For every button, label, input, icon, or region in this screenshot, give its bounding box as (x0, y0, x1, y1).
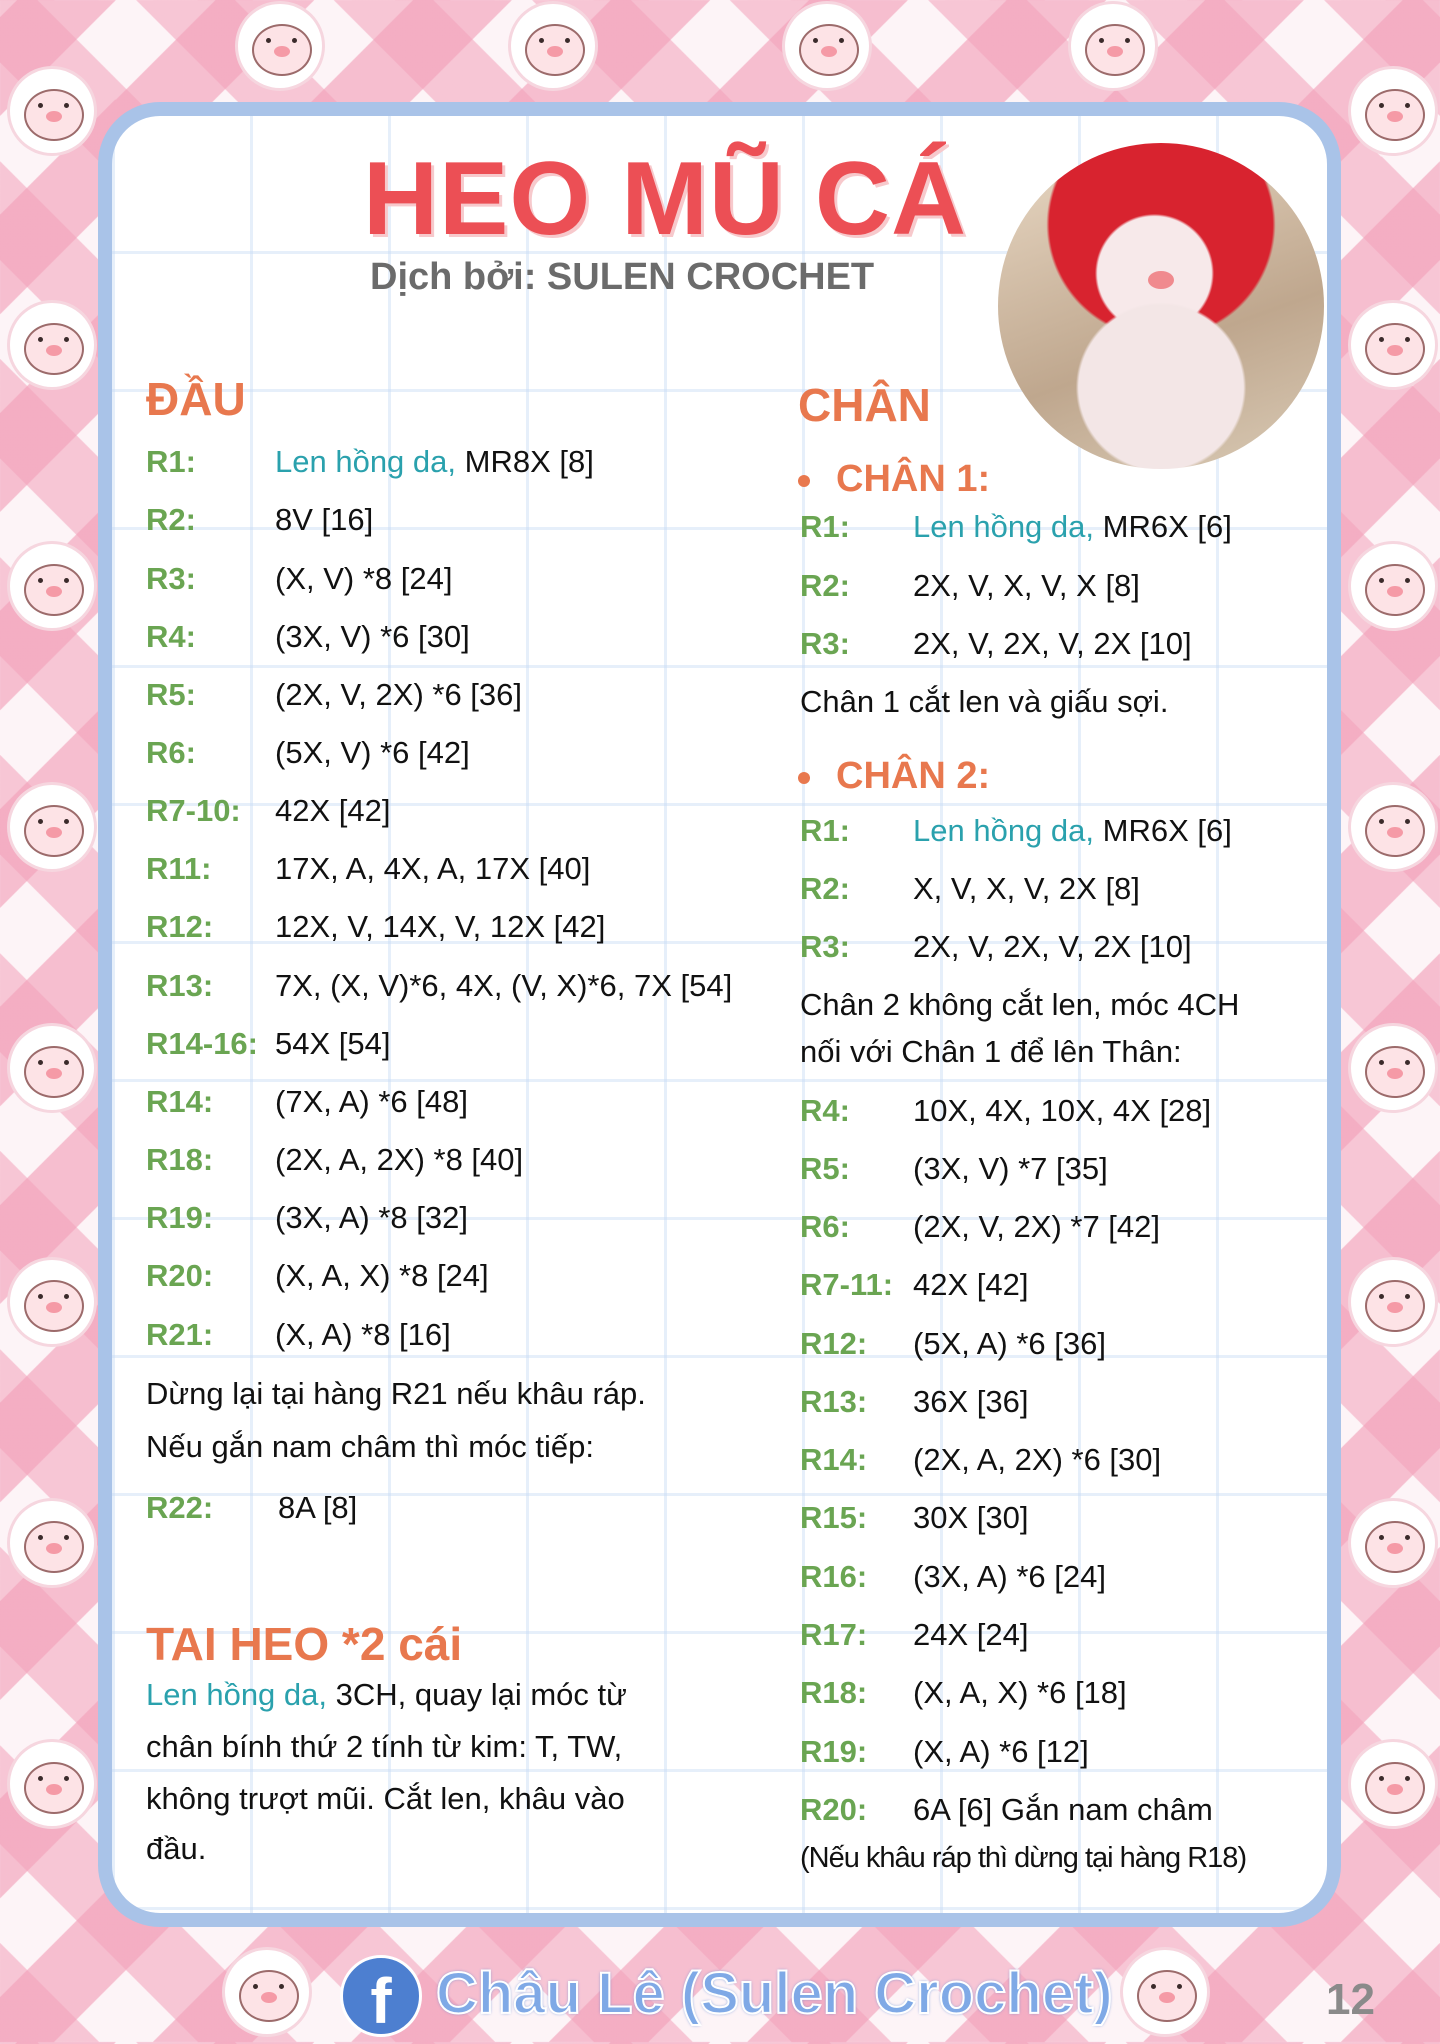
pig-eye (1379, 1776, 1384, 1781)
row-label: R1: (800, 509, 850, 545)
note: Dừng lại tại hàng R21 nếu khâu ráp. (146, 1376, 646, 1412)
subheading-label: CHÂN 1: (836, 458, 991, 500)
row-instruction (913, 1498, 1028, 1538)
row-instruction (913, 811, 1232, 851)
row-label: R22: (146, 1489, 214, 1525)
section-heading-tai-heo: TAI HEO *2 cái (146, 1618, 463, 1670)
pig-icon (1351, 1501, 1435, 1585)
row-instruction (275, 849, 590, 889)
pig-amigurumi-photo (998, 143, 1324, 469)
pig-snout (261, 1992, 277, 2003)
pig-snout (46, 1302, 62, 1313)
row-instruction (275, 1315, 451, 1355)
pig-eye (1405, 578, 1410, 583)
row-instruction (275, 1198, 468, 1238)
pig-eye (1379, 1060, 1384, 1065)
pig-eye (1405, 103, 1410, 108)
pig-eye (539, 38, 544, 43)
pig-eye (1405, 1294, 1410, 1299)
stitch-text: 7X, (X, V)*6, 4X, (V, X)*6, 7X [54] (275, 967, 733, 1003)
row-label: R19: (800, 1733, 868, 1769)
pig-icon (1351, 544, 1435, 628)
stitch-text: 6A [6] Gắn nam châm (913, 1791, 1213, 1827)
row-label: R2: (146, 502, 196, 538)
pig-eye (565, 38, 570, 43)
pig-icon (1071, 4, 1155, 88)
row-label: R20: (800, 1791, 868, 1827)
stitch-text: 2X, V, 2X, V, 2X [10] (913, 928, 1192, 964)
pig-eye (1405, 819, 1410, 824)
yarn-color: Len hồng da, (913, 509, 1095, 545)
pig-eye (1379, 1535, 1384, 1540)
row-instruction (913, 1557, 1106, 1597)
pig-eye (1177, 1984, 1182, 1989)
pig-snout (1387, 1068, 1403, 1079)
stitch-text: (3X, V) *7 [35] (913, 1150, 1108, 1186)
stitch-text: (X, A) *6 [12] (913, 1733, 1089, 1769)
row-instruction (275, 966, 732, 1006)
pig-eye (38, 1294, 43, 1299)
stitch-text: 12X, V, 14X, V, 12X [42] (275, 909, 606, 945)
pig-eye (1151, 1984, 1156, 1989)
row-instruction (275, 733, 470, 773)
row-instruction (913, 566, 1140, 606)
pig-icon (1351, 1026, 1435, 1110)
pig-snout (46, 1784, 62, 1795)
pig-snout (1387, 345, 1403, 356)
pig-face (1365, 564, 1425, 616)
pig-icon (225, 1950, 309, 2034)
pig-icon (1351, 785, 1435, 869)
stitch-text: (3X, A) *8 [32] (275, 1200, 468, 1236)
pig-snout (1159, 1992, 1175, 2003)
row-instruction (275, 791, 390, 831)
pig-eye (1125, 38, 1130, 43)
pig-eye (38, 1060, 43, 1065)
stitch-text: X, V, X, V, 2X [8] (913, 871, 1140, 907)
row-label: R14: (800, 1442, 868, 1478)
note: nối với Chân 1 để lên Thân: (800, 1034, 1182, 1070)
pig-eye (38, 819, 43, 824)
pig-eye (1405, 337, 1410, 342)
pig-face (1365, 805, 1425, 857)
pig-icon (511, 4, 595, 88)
page-title: HEO MŨ CÁ (362, 141, 968, 257)
stitch-text: (X, A, X) *8 [24] (275, 1258, 489, 1294)
pig-face (1365, 1280, 1425, 1332)
pig-snout (1387, 827, 1403, 838)
row-label: R7-11: (800, 1267, 894, 1303)
stitch-text: MR6X [6] (1094, 812, 1232, 848)
row-instruction (913, 1615, 1028, 1655)
row-label: R7-10: (146, 793, 241, 829)
instruction-line: không trượt mũi. Cắt len, khâu vào (146, 1781, 625, 1817)
pig-eye (38, 103, 43, 108)
stitch-text: 2X, V, 2X, V, 2X [10] (913, 626, 1192, 662)
section-heading-chan: CHÂN (798, 379, 931, 431)
stitch-text: 8A [8] (278, 1489, 358, 1525)
pig-eye (64, 578, 69, 583)
row-label: R19: (146, 1200, 214, 1236)
row-label: R18: (146, 1142, 214, 1178)
row-label: R5: (146, 676, 196, 712)
row-label: R13: (146, 967, 214, 1003)
pig-face (799, 24, 859, 76)
stitch-text: 17X, A, 4X, A, 17X [40] (275, 851, 591, 887)
row-label: R17: (800, 1616, 868, 1652)
yarn-color: Len hồng da, (275, 444, 457, 480)
row-instruction (913, 1440, 1161, 1480)
pig-eye (1379, 1294, 1384, 1299)
pig-face (24, 1280, 84, 1332)
stitch-text: MR8X [8] (456, 444, 594, 480)
pig-icon (10, 1260, 94, 1344)
pig-eye (1405, 1060, 1410, 1065)
pig-eye (38, 1535, 43, 1540)
row-label: R21: (146, 1316, 214, 1352)
row-instruction (275, 675, 522, 715)
pig-snout (1387, 1543, 1403, 1554)
pig-face (1365, 1521, 1425, 1573)
pig-snout (274, 46, 290, 57)
row-label: R13: (800, 1383, 868, 1419)
stitch-text: (2X, V, 2X) *7 [42] (913, 1209, 1161, 1245)
stitch-text: 42X [42] (275, 793, 391, 829)
pig-icon (10, 544, 94, 628)
stitch-text: (2X, V, 2X) *6 [36] (275, 676, 523, 712)
page-number: 12 (1326, 1975, 1375, 2024)
row-instruction (913, 1265, 1028, 1305)
pig-icon (1351, 303, 1435, 387)
pig-snout (46, 586, 62, 597)
pig-eye (839, 38, 844, 43)
pig-snout (1387, 586, 1403, 597)
bullet-icon (798, 772, 810, 784)
pig-face (24, 1762, 84, 1814)
row-instruction (275, 559, 452, 599)
note: Chân 1 cắt len và giấu sợi. (800, 683, 1169, 719)
pig-eye (38, 578, 43, 583)
stitch-text: 30X [30] (913, 1500, 1029, 1536)
pig-face (24, 564, 84, 616)
row-instruction (913, 927, 1192, 967)
subheading-chan-1 (798, 458, 990, 501)
pig-icon (785, 4, 869, 88)
pig-icon (10, 1742, 94, 1826)
row-label: R6: (146, 735, 196, 770)
row-label: R14: (146, 1083, 214, 1119)
pig-eye (1379, 337, 1384, 342)
row-instruction (913, 869, 1140, 909)
instruction-line (146, 1675, 627, 1715)
subheading-label: CHÂN 2: (836, 755, 991, 797)
pig-eye (38, 1776, 43, 1781)
row-instruction (913, 1207, 1160, 1247)
stitch-text: (2X, A, 2X) *6 [30] (913, 1442, 1162, 1478)
pig-eye (38, 337, 43, 342)
row-instruction (275, 500, 373, 540)
stitch-text: 8V [16] (275, 502, 374, 538)
pig-eye (1099, 38, 1104, 43)
row-label: R4: (800, 1092, 850, 1128)
pig-face (1137, 1970, 1197, 2022)
pig-face (24, 323, 84, 375)
pig-eye (64, 103, 69, 108)
note: Nếu gắn nam châm thì móc tiếp: (146, 1428, 595, 1464)
row-label: R11: (146, 851, 212, 887)
pig-eye (266, 38, 271, 43)
pig-icon (1351, 1260, 1435, 1344)
row-instruction (275, 1140, 523, 1180)
row-label: R12: (146, 909, 214, 945)
pig-face (252, 24, 312, 76)
row-instruction (275, 617, 470, 657)
instruction-line: chân bính thứ 2 tính từ kim: T, TW, (146, 1729, 623, 1765)
pig-snout (547, 46, 563, 57)
row-label: R6: (800, 1209, 850, 1245)
row-label: R1: (146, 444, 196, 480)
stitch-text: (7X, A) *6 [48] (275, 1083, 468, 1119)
pig-eye (64, 1294, 69, 1299)
row-label: R2: (800, 871, 850, 907)
pig-snout (821, 46, 837, 57)
pig-snout (46, 827, 62, 838)
note: (Nếu khâu ráp thì dừng tại hàng R18) (800, 1841, 1247, 1874)
row-instruction (913, 1324, 1106, 1364)
row-instruction (913, 1091, 1211, 1131)
pig-eye (253, 1984, 258, 1989)
pig-eye (1405, 1535, 1410, 1540)
pig-snout (1387, 1784, 1403, 1795)
row-label: R4: (146, 618, 196, 654)
pig-eye (64, 337, 69, 342)
pig-snout (1107, 46, 1123, 57)
pig-face (24, 1046, 84, 1098)
stitch-text: (5X, V) *6 [42] (275, 735, 470, 770)
pig-snout (46, 111, 62, 122)
translator-credit: Dịch bởi: SULEN CROCHET (370, 256, 875, 298)
row-label: R16: (800, 1558, 868, 1594)
pig-eye (1379, 819, 1384, 824)
pig-eye (1405, 1776, 1410, 1781)
note: Chân 2 không cắt len, móc 4CH (800, 987, 1240, 1023)
stitch-text: 24X [24] (913, 1616, 1029, 1652)
pig-icon (10, 1501, 94, 1585)
stitch-text: (2X, A, 2X) *8 [40] (275, 1142, 524, 1178)
row-label: R14-16: (146, 1025, 258, 1061)
row-instruction (913, 1673, 1127, 1713)
pig-snout (46, 1068, 62, 1079)
yarn-color: Len hồng da, (913, 812, 1095, 848)
row-instruction (275, 442, 594, 482)
pig-face (1365, 323, 1425, 375)
stitch-text: (3X, V) *6 [30] (275, 618, 470, 654)
pig-eye (64, 1535, 69, 1540)
stitch-text: 36X [36] (913, 1383, 1029, 1419)
stitch-text: (X, A) *8 [16] (275, 1316, 451, 1352)
pig-face (24, 1521, 84, 1573)
pig-icon (10, 1026, 94, 1110)
pig-eye (292, 38, 297, 43)
pig-face (24, 89, 84, 141)
pig-face (1365, 1762, 1425, 1814)
row-instruction (275, 907, 605, 947)
pig-face (1365, 89, 1425, 141)
yarn-color: Len hồng da, (146, 1677, 328, 1713)
stitch-text: 10X, 4X, 10X, 4X [28] (913, 1092, 1212, 1128)
pig-face (24, 805, 84, 857)
facebook-page-name: Châu Lê (Sulen Crochet) (436, 1961, 1113, 2026)
row-instruction (913, 507, 1232, 547)
stitch-text: (3X, A) *6 [24] (913, 1558, 1106, 1594)
row-label: R2: (800, 567, 850, 603)
pig-snout (46, 345, 62, 356)
stitch-text: (X, V) *8 [24] (275, 560, 453, 596)
instruction-text: 3CH, quay lại móc từ (327, 1677, 627, 1713)
pig-icon (238, 4, 322, 88)
row-instruction (275, 1082, 468, 1122)
row-instruction (913, 624, 1192, 664)
pig-eye (279, 1984, 284, 1989)
row-instruction (913, 1790, 1213, 1830)
bullet-icon (798, 475, 810, 487)
pig-snout (1387, 1302, 1403, 1313)
pig-face (1365, 1046, 1425, 1098)
row-label: R15: (800, 1500, 868, 1536)
pig-eye (1379, 578, 1384, 583)
row-instruction (278, 1488, 357, 1528)
row-instruction (913, 1382, 1028, 1422)
pig-eye (64, 819, 69, 824)
pig-face (1085, 24, 1145, 76)
row-label: R18: (800, 1675, 868, 1711)
pig-nose (1148, 271, 1174, 289)
row-label: R12: (800, 1325, 868, 1361)
row-label: R3: (800, 626, 850, 662)
stitch-text: 54X [54] (275, 1025, 391, 1061)
stitch-text: (X, A, X) *6 [18] (913, 1675, 1127, 1711)
pig-eye (64, 1060, 69, 1065)
pig-icon (10, 303, 94, 387)
instruction-line: đầu. (146, 1830, 207, 1866)
row-label: R20: (146, 1258, 214, 1294)
stitch-text: (5X, A) *6 [36] (913, 1325, 1106, 1361)
pig-icon (10, 785, 94, 869)
row-label: R5: (800, 1150, 850, 1186)
row-label: R3: (800, 928, 850, 964)
section-heading-dau: ĐẦU (146, 373, 246, 425)
row-instruction (275, 1256, 489, 1296)
row-label: R3: (146, 560, 196, 596)
pig-face (239, 1970, 299, 2022)
pig-snout (1387, 111, 1403, 122)
pig-eye (64, 1776, 69, 1781)
row-instruction (913, 1149, 1108, 1189)
pig-eye (813, 38, 818, 43)
stitch-text: 42X [42] (913, 1267, 1029, 1303)
facebook-icon: f (340, 1955, 422, 2037)
stitch-text: 2X, V, X, V, X [8] (913, 567, 1140, 603)
pig-face (525, 24, 585, 76)
stitch-text: MR6X [6] (1094, 509, 1232, 545)
subheading-chan-2 (798, 755, 990, 798)
pig-eye (1379, 103, 1384, 108)
pig-icon (1351, 1742, 1435, 1826)
row-instruction (275, 1024, 390, 1064)
pig-snout (46, 1543, 62, 1554)
row-label: R1: (800, 812, 850, 848)
pig-icon (1123, 1950, 1207, 2034)
row-instruction (913, 1732, 1089, 1772)
